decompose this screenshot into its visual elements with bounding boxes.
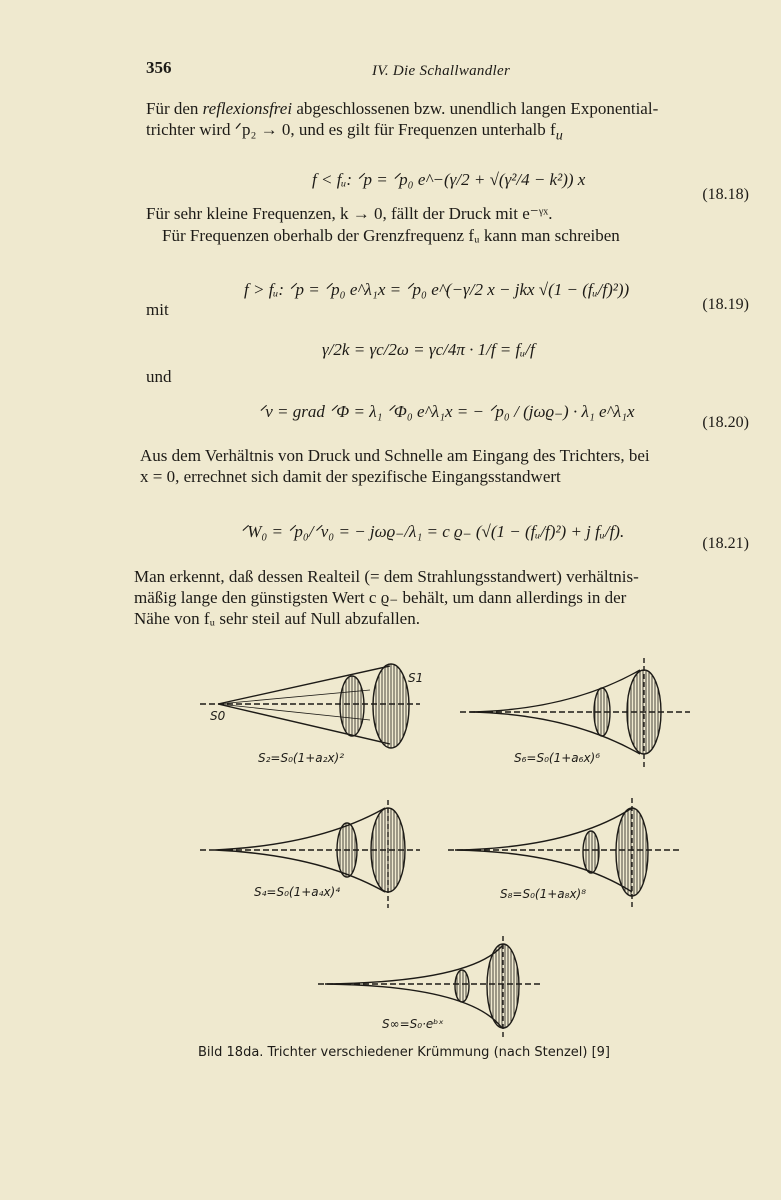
equation-number-18-21: (18.21) [702, 535, 749, 552]
para1-sub: u [555, 127, 563, 144]
page-number: 356 [146, 58, 172, 77]
equation-number-18-19: (18.19) [702, 296, 749, 313]
label-mit: mit [146, 300, 169, 319]
para1-line2: trichter wird ᐟp₂ → 0, und es gilt für Frequenzen unterhalb f [146, 120, 556, 139]
label-s1: S1 [408, 671, 424, 685]
formula-s2: S₂=S₀(1+a₂x)² [258, 751, 345, 765]
para5-line-1: Man erkennt, daß dessen Realteil (= dem Strahlungsstandwert) verhältnis- [134, 567, 639, 586]
para1-text-b: abgeschlossenen bzw. unendlich langen Exponential- [292, 99, 659, 118]
figure-horn-curvatures [0, 640, 781, 1060]
para1-text-a: Für den [146, 99, 203, 118]
equation-number-18-20: (18.20) [702, 414, 749, 431]
formula-s8: S₈=S₀(1+a₈x)⁸ [500, 887, 587, 901]
horn-diagram-1 [200, 664, 420, 748]
equation-18-20: ᐟv = grad ᐟΦ = λ₁ ᐟΦ₀ e^λ₁x = − ᐟp₀ / (jωϱ₋) · λ₁ e^λ₁x [258, 402, 635, 421]
para4-line-2: x = 0, errechnet sich damit der spezifische Eingangsstandwert [140, 467, 561, 486]
formula-s6: S₆=S₀(1+a₆x)⁶ [514, 751, 601, 765]
equation-18-18: f < fᵤ: ᐟp = ᐟp₀ e^−(γ/2 + √(γ²/4 − k²)) x [312, 170, 586, 189]
equation-18-21: ᐟW₀ = ᐟp₀/ᐟv₀ = − jωϱ₋/λ₁ = c ϱ₋ (√(1 − (fᵤ/f)²) + j fᵤ/f). [240, 522, 625, 541]
para4-line-1: Aus dem Verhältnis von Druck und Schnelle am Eingang des Trichters, bei [140, 446, 650, 465]
paragraph-4 [140, 445, 650, 487]
figure-caption: Bild 18da. Trichter verschiedener Krümmung (nach Stenzel) [9] [198, 1045, 611, 1060]
equation-ratio: γ/2k = γc/2ω = γc/4π · 1/f = fᵤ/f [322, 340, 535, 359]
para1-italic: reflexionsfrei [202, 99, 293, 118]
para5-line-3: Nähe von fᵤ sehr steil auf Null abzufallen. [134, 609, 420, 628]
equation-18-19: f > fᵤ: ᐟp = ᐟp₀ e^λ₁x = ᐟp₀ e^(−γ/2 x − jkx √(1 − (fᵤ/f)²)) [244, 280, 630, 299]
paragraph-2: Für sehr kleine Frequenzen, k → 0, fällt der Druck mit e⁻ᵞˣ. [146, 204, 553, 223]
running-head: IV. Die Schallwandler [372, 63, 511, 79]
paragraph-1 [146, 98, 756, 146]
equation-number-18-18: (18.18) [702, 186, 749, 203]
formula-sinf: S∞=S₀·eᵇˣ [382, 1017, 444, 1031]
para5-line-2: mäßig lange den günstigsten Wert c ϱ₋ behält, um dann allerdings in der [134, 588, 627, 607]
label-s0: S0 [210, 709, 226, 723]
paragraph-3: Für Frequenzen oberhalb der Grenzfrequenz fᵤ kann man schreiben [162, 226, 620, 245]
paragraph-5 [134, 566, 639, 629]
label-und: und [146, 367, 172, 386]
formula-s4: S₄=S₀(1+a₄x)⁴ [254, 885, 341, 899]
